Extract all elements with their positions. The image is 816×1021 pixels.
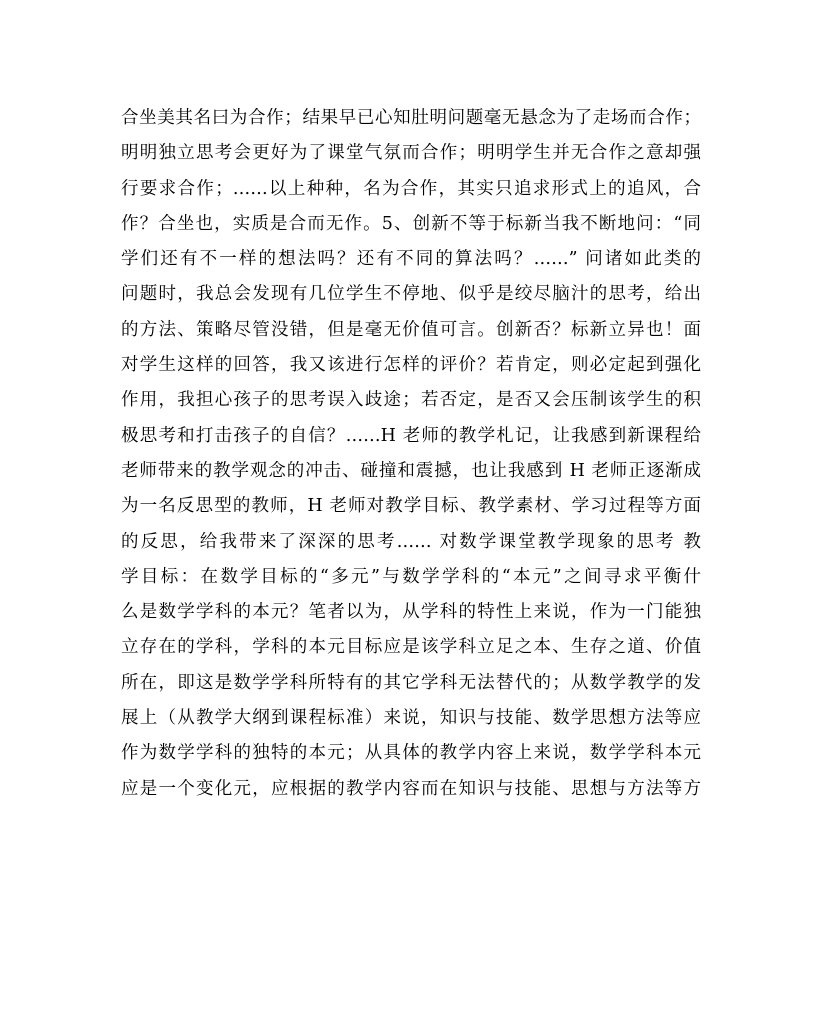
text-line: 立存在的学科，学科的本元目标应是该学科立足之本、生存之道、价值	[121, 637, 701, 658]
text-line: 学目标：在数学目标的“多元”与数学学科的“本元”之间寻求平衡什	[121, 566, 701, 587]
text-line: 为一名反思型的教师，H 老师对教学目标、教学素材、学习过程等方面	[121, 496, 701, 517]
text-line: 应是一个变化元，应根据的教学内容而在知识与技能、思想与方法等方	[121, 778, 701, 799]
text-line: 合坐美其名曰为合作；结果早已心知肚明问题毫无悬念为了走场而合作；	[121, 108, 701, 128]
text-line: 对学生这样的回答，我又该进行怎样的评价？若肯定，则必定起到强化	[121, 355, 701, 376]
text-line: 展上（从教学大纲到课程标准）来说，知识与技能、数学思想方法等应	[121, 708, 701, 729]
text-line: 行要求合作；……以上种种，名为合作，其实只追求形式上的追风，合	[121, 178, 701, 199]
text-line: 学们还有不一样的想法吗？还有不同的算法吗？……” 问诸如此类的	[121, 249, 701, 270]
text-line: 的方法、策略尽管没错，但是毫无价值可言。创新否？标新立异也！面	[121, 319, 701, 340]
body-text	[121, 101, 701, 807]
text-line: 所在，即这是数学学科所特有的其它学科无法替代的；从数学教学的发	[121, 672, 701, 693]
text-line: 极思考和打击孩子的自信？……H 老师的教学札记，让我感到新课程给	[121, 425, 701, 446]
text-line: 老师带来的教学观念的冲击、碰撞和震撼，也让我感到 H 老师正逐渐成	[121, 460, 701, 481]
text-line: 问题时，我总会发现有几位学生不停地、似乎是绞尽脑汁的思考，给出	[121, 284, 701, 305]
text-line: 的反思，给我带来了深深的思考…… 对数学课堂教学现象的思考 教	[121, 531, 701, 552]
text-line: 么是数学学科的本元？笔者以为，从学科的特性上来说，作为一门能独	[121, 602, 701, 623]
text-line: 明明独立思考会更好为了课堂气氛而合作；明明学生并无合作之意却强	[121, 143, 701, 164]
text-line: 作用，我担心孩子的思考误入歧途；若否定，是否又会压制该学生的积	[121, 390, 701, 411]
text-line: 作？合坐也，实质是合而无作。5、创新不等于标新当我不断地问：“同	[121, 213, 701, 234]
text-line: 作为数学学科的独特的本元；从具体的教学内容上来说，数学学科本元	[121, 743, 701, 764]
